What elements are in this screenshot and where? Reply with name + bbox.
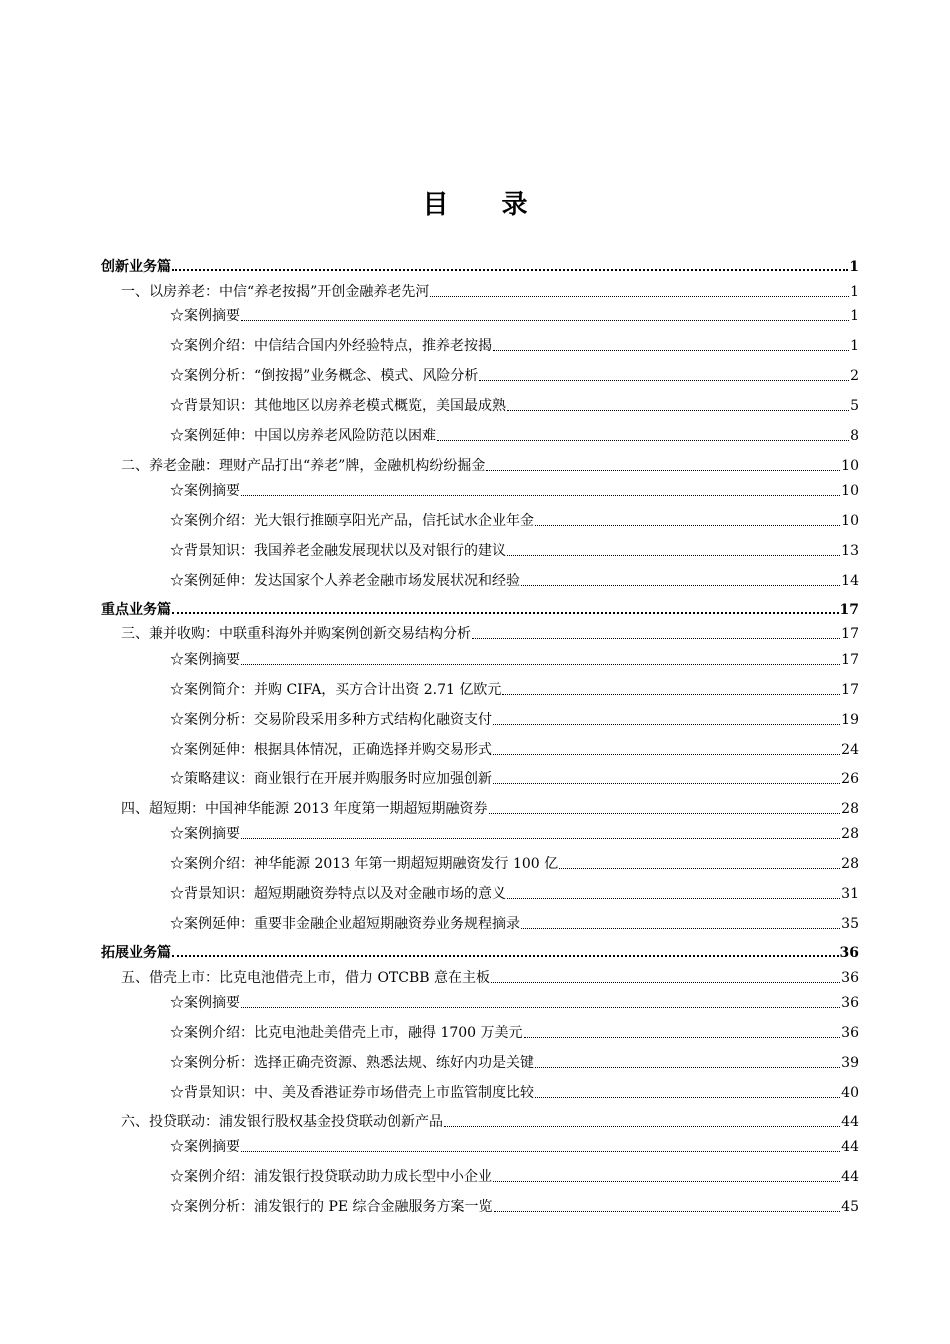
toc-item[interactable] [101, 478, 859, 500]
toc-entry-label: ☆案例摘要 [170, 826, 240, 842]
toc-item[interactable] [101, 1194, 859, 1216]
toc-item[interactable] [101, 423, 859, 445]
toc-leader [521, 569, 840, 586]
toc-leader [241, 1135, 840, 1152]
toc-entry-label: 四、超短期：中国神华能源 2013 年度第一期超短期融资券 [121, 801, 488, 817]
toc-entry-label: ☆案例分析：选择正确壳资源、熟悉法规、练好内功是关键 [170, 1055, 534, 1071]
toc-entry-label: ☆案例摘要 [170, 995, 240, 1011]
toc-item[interactable] [101, 1134, 859, 1156]
toc-leader [493, 738, 840, 755]
toc-chapter-3[interactable] [101, 621, 859, 643]
toc-entry-label: ☆案例摘要 [170, 652, 240, 668]
toc-entry-label: ☆案例摘要 [170, 1139, 240, 1155]
toc-part-expansion[interactable] [101, 940, 859, 962]
toc-item[interactable] [101, 1080, 859, 1102]
toc-entry-label: ☆背景知识：其他地区以房养老模式概览，美国最成熟 [170, 398, 506, 414]
toc-chapter-4[interactable] [101, 796, 859, 818]
toc-item[interactable] [101, 333, 859, 355]
toc-item[interactable] [101, 881, 859, 903]
toc-leader [521, 912, 840, 929]
toc-item[interactable] [101, 677, 859, 699]
toc-chapter-1[interactable] [101, 279, 859, 301]
toc-page-number: 45 [841, 1199, 859, 1215]
toc-page-number: 35 [841, 916, 859, 932]
toc-entry-label: 五、借壳上市：比克电池借壳上市，借力 OTCBB 意在主板 [121, 970, 491, 986]
toc-page-number: 13 [841, 543, 859, 559]
toc-page-number: 36 [841, 1025, 859, 1041]
page-title: 目 录 [422, 190, 550, 220]
toc-entry-label: ☆案例介绍：比克电池赴美借壳上市，融得 1700 万美元 [170, 1025, 523, 1041]
toc-leader [430, 280, 849, 297]
toc-page-number: 36 [839, 945, 859, 961]
toc-page-number: 10 [841, 458, 859, 474]
toc-page-number: 14 [841, 573, 859, 589]
toc-page-number: 31 [841, 886, 859, 902]
toc-page-number: 5 [850, 398, 859, 414]
toc-leader [535, 1051, 840, 1068]
toc-leader [493, 1165, 840, 1182]
toc-entry-label: 二、养老金融：理财产品打出“养老”牌，金融机构纷纷掘金 [121, 458, 486, 474]
toc-entry-label: ☆案例介绍：神华能源 2013 年第一期超短期融资发行 100 亿 [170, 856, 559, 872]
toc-leader [494, 1195, 841, 1212]
toc-entry-label: ☆策略建议：商业银行在开展并购服务时应加强创新 [170, 771, 492, 787]
toc-leader [172, 939, 839, 957]
toc-leader [493, 708, 840, 725]
toc-leader [493, 767, 840, 784]
toc-item[interactable] [101, 508, 859, 530]
toc-entry-label: ☆案例延伸：发达国家个人养老金融市场发展状况和经验 [170, 573, 520, 589]
toc-item[interactable] [101, 363, 859, 385]
toc-entry-label: ☆案例分析：交易阶段采用多种方式结构化融资支付 [170, 712, 492, 728]
toc-leader [507, 882, 840, 899]
toc-entry-label: ☆案例延伸：重要非金融企业超短期融资券业务规程摘录 [170, 916, 520, 932]
toc-page-number: 28 [841, 856, 859, 872]
toc-page-number: 1 [850, 308, 859, 324]
toc-item[interactable] [101, 911, 859, 933]
toc-chapter-5[interactable] [101, 965, 859, 987]
toc-entry-label: ☆案例摘要 [170, 308, 240, 324]
toc-part-innovation[interactable] [101, 254, 859, 276]
toc-item[interactable] [101, 707, 859, 729]
toc-entry-label: 创新业务篇 [101, 259, 171, 275]
toc-item[interactable] [101, 1020, 859, 1042]
toc-item[interactable] [101, 538, 859, 560]
toc-item[interactable] [101, 1164, 859, 1186]
toc-page-number: 1 [850, 284, 859, 300]
toc-entry-label: ☆案例介绍：光大银行推颐享阳光产品，信托试水企业年金 [170, 513, 534, 529]
toc-leader [502, 678, 840, 695]
toc-entry-label: ☆案例延伸：中国以房养老风险防范以困难 [170, 428, 436, 444]
toc-leader [437, 424, 849, 441]
toc-leader [479, 364, 849, 381]
toc-item[interactable] [101, 990, 859, 1012]
toc-leader [241, 648, 840, 665]
toc-item[interactable] [101, 821, 859, 843]
toc-entry-label: 三、兼并收购：中联重科海外并购案例创新交易结构分析 [121, 626, 471, 642]
toc-leader [535, 509, 840, 526]
toc-leader [559, 852, 840, 869]
toc-entry-label: ☆案例介绍：浦发银行投贷联动助力成长型中小企业 [170, 1169, 492, 1185]
toc-leader [241, 991, 840, 1008]
toc-leader [491, 966, 840, 983]
toc-page-number: 19 [841, 712, 859, 728]
toc-leader [507, 394, 849, 411]
toc-page-number: 40 [841, 1085, 859, 1101]
toc-chapter-6[interactable] [101, 1109, 859, 1131]
toc-leader [172, 253, 848, 271]
toc-page-number: 36 [841, 995, 859, 1011]
toc-page-number: 8 [850, 428, 859, 444]
toc-page-number: 44 [841, 1169, 859, 1185]
toc-page-number: 28 [841, 801, 859, 817]
toc-leader [444, 1110, 840, 1127]
toc-leader [489, 797, 841, 814]
toc-entry-label: ☆背景知识：中、美及香港证券市场借壳上市监管制度比较 [170, 1085, 534, 1101]
toc-chapter-2[interactable] [101, 453, 859, 475]
toc-page-number: 28 [841, 826, 859, 842]
toc-leader [507, 539, 840, 556]
toc-page-number: 2 [850, 368, 859, 384]
toc-item[interactable] [101, 766, 859, 788]
toc-item[interactable] [101, 1050, 859, 1072]
toc-item[interactable] [101, 303, 859, 325]
toc-page-number: 10 [841, 483, 859, 499]
toc-entry-label: 拓展业务篇 [101, 945, 171, 961]
toc-item[interactable] [101, 851, 859, 873]
toc-leader [241, 479, 840, 496]
toc-page-number: 17 [841, 626, 859, 642]
toc-entry-label: ☆背景知识：超短期融资券特点以及对金融市场的意义 [170, 886, 506, 902]
toc-leader [524, 1021, 841, 1038]
toc-page-number: 17 [841, 652, 859, 668]
toc-page-number: 39 [841, 1055, 859, 1071]
toc-leader [486, 454, 840, 471]
toc-leader [535, 1081, 840, 1098]
toc-page-number: 26 [841, 771, 859, 787]
toc-entry-label: ☆案例介绍：中信结合国内外经验特点，推养老按揭 [170, 338, 492, 354]
toc-page-number: 17 [839, 602, 859, 618]
toc-item[interactable] [101, 647, 859, 669]
toc-page-number: 44 [841, 1139, 859, 1155]
toc-page-number: 36 [841, 970, 859, 986]
toc-entry-label: 重点业务篇 [101, 602, 171, 618]
toc-entry-label: ☆案例分析：“倒按揭”业务概念、模式、风险分析 [170, 368, 479, 384]
toc-page-number: 17 [841, 682, 859, 698]
toc-entry-label: ☆背景知识：我国养老金融发展现状以及对银行的建议 [170, 543, 506, 559]
toc-leader [472, 622, 840, 639]
toc-entry-label: ☆案例延伸：根据具体情况，正确选择并购交易形式 [170, 742, 492, 758]
toc-entry-label: ☆案例简介：并购 CIFA，买方合计出资 2.71 亿欧元 [170, 682, 502, 698]
toc-item[interactable] [101, 737, 859, 759]
toc-page-number: 1 [849, 259, 859, 275]
toc-entry-label: ☆案例摘要 [170, 483, 240, 499]
toc-leader [493, 334, 849, 351]
toc-page-number: 44 [841, 1114, 859, 1130]
toc-entry-label: 一、以房养老：中信“养老按揭”开创金融养老先河 [121, 284, 430, 300]
toc-item[interactable] [101, 568, 859, 590]
toc-page-number: 10 [841, 513, 859, 529]
toc-leader [172, 596, 839, 614]
toc-entry-label: ☆案例分析：浦发银行的 PE 综合金融服务方案一览 [170, 1199, 493, 1215]
toc-leader [241, 822, 840, 839]
toc-page-number: 1 [850, 338, 859, 354]
toc-page-number: 24 [841, 742, 859, 758]
toc-leader [241, 304, 849, 321]
toc-entry-label: 六、投贷联动：浦发银行股权基金投贷联动创新产品 [121, 1114, 443, 1130]
toc-item[interactable] [101, 393, 859, 415]
toc-part-key[interactable] [101, 597, 859, 619]
